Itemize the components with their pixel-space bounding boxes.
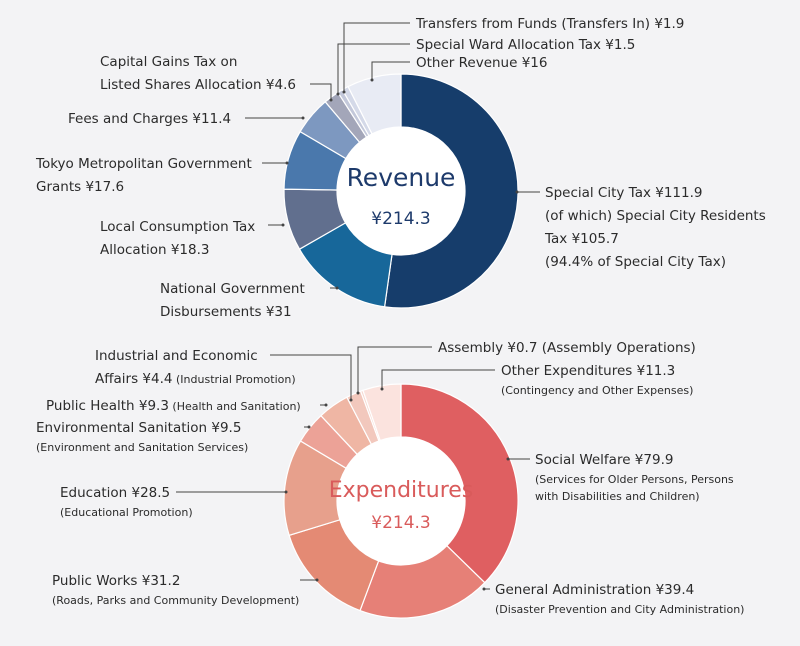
leader-dot — [343, 91, 346, 94]
slice-label — [100, 219, 285, 258]
slice-label — [68, 111, 305, 127]
slice-label-line: Other Revenue ¥16 — [416, 55, 548, 71]
expenditures-chart — [36, 340, 744, 618]
leader-dot — [336, 287, 339, 290]
slice-label-line: National Government — [160, 281, 305, 297]
slice-label-sub: with Disabilities and Children) — [535, 490, 700, 503]
leader-dot — [507, 458, 510, 461]
slice-label — [52, 573, 319, 607]
slice-label-line: Public Health ¥9.3 (Health and Sanitation) — [46, 398, 301, 414]
slice-label-line: Capital Gains Tax on — [100, 54, 238, 70]
slice-label-sub: (Health and Sanitation) — [168, 400, 301, 413]
slice-label-line: Tax ¥105.7 — [545, 231, 619, 247]
slice-label-line: Transfers from Funds (Transfers In) ¥1.9 — [416, 16, 685, 32]
slice-label-line: Fees and Charges ¥11.4 — [68, 111, 232, 127]
chart-title: Expenditures — [328, 478, 474, 503]
chart-total: ¥214.3 — [371, 513, 431, 533]
slice-label-line: Disbursements ¥31 — [160, 304, 292, 320]
slice-label-line: (94.4% of Special City Tax) — [545, 254, 726, 270]
slice-label-line: Industrial and Economic — [95, 348, 258, 364]
slice-label — [507, 452, 734, 503]
leader-dot — [337, 93, 340, 96]
leader-dot — [316, 579, 319, 582]
leader-dot — [357, 392, 360, 395]
slice-label — [483, 582, 745, 616]
slice-label-sub: (Disaster Prevention and City Administration) — [495, 603, 745, 616]
leader-line — [310, 84, 331, 100]
leader-dot — [302, 117, 305, 120]
slice-label-sub: (Industrial Promotion) — [172, 373, 296, 386]
slice-label — [160, 281, 339, 320]
leader-dot — [325, 404, 328, 407]
slice-label-line: (of which) Special City Residents — [545, 208, 766, 224]
slice-label-line: General Administration ¥39.4 — [495, 582, 695, 598]
slice-label-sub: (Services for Older Persons, Persons — [535, 473, 734, 486]
leader-dot — [516, 191, 519, 194]
leader-dot — [350, 399, 353, 402]
leader-dot — [381, 388, 384, 391]
slice-label — [46, 398, 328, 414]
slice-label — [35, 156, 289, 195]
revenue-chart — [35, 16, 766, 320]
slice-label-line: Assembly ¥0.7 (Assembly Operations) — [438, 340, 696, 356]
slice-label-line: Other Expenditures ¥11.3 — [501, 363, 676, 379]
slice-label-sub: (Environment and Sanitation Services) — [36, 441, 249, 454]
slice-label-line: Tokyo Metropolitan Government — [36, 156, 252, 172]
slice-label — [95, 348, 353, 402]
chart-title: Revenue — [346, 163, 456, 192]
leader-dot — [282, 224, 285, 227]
slice-label-line: Social Welfare ¥79.9 — [535, 452, 674, 468]
leader-dot — [483, 588, 486, 591]
slice-label-line: Special City Tax ¥111.9 — [545, 185, 703, 201]
slice-label — [516, 185, 766, 270]
slice-label-line: Affairs ¥4.4 (Industrial Promotion) — [95, 371, 296, 387]
slice-label — [36, 420, 311, 454]
slice-label-sub: (Roads, Parks and Community Development) — [52, 594, 300, 607]
chart-total: ¥214.3 — [371, 209, 431, 229]
leader-dot — [330, 99, 333, 102]
leader-dot — [285, 491, 288, 494]
slice-label — [100, 54, 333, 102]
slice-label-line: Grants ¥17.6 — [36, 179, 125, 195]
leader-dot — [286, 162, 289, 165]
slice-label-line: Special Ward Allocation Tax ¥1.5 — [416, 37, 636, 53]
slice-label-line: Environmental Sanitation ¥9.5 — [36, 420, 242, 436]
slice-label-line: Listed Shares Allocation ¥4.6 — [100, 77, 296, 93]
slice-label-line: Public Works ¥31.2 — [52, 573, 181, 589]
slice-label-line: Allocation ¥18.3 — [100, 242, 210, 258]
slice-label-sub: (Educational Promotion) — [60, 506, 193, 519]
leader-dot — [308, 426, 311, 429]
slice-label-sub: (Contingency and Other Expenses) — [501, 384, 694, 397]
slice-label-line: Local Consumption Tax — [100, 219, 256, 235]
slice-label-line: Education ¥28.5 — [60, 485, 171, 501]
leader-dot — [371, 79, 374, 82]
slice-label — [60, 485, 288, 519]
